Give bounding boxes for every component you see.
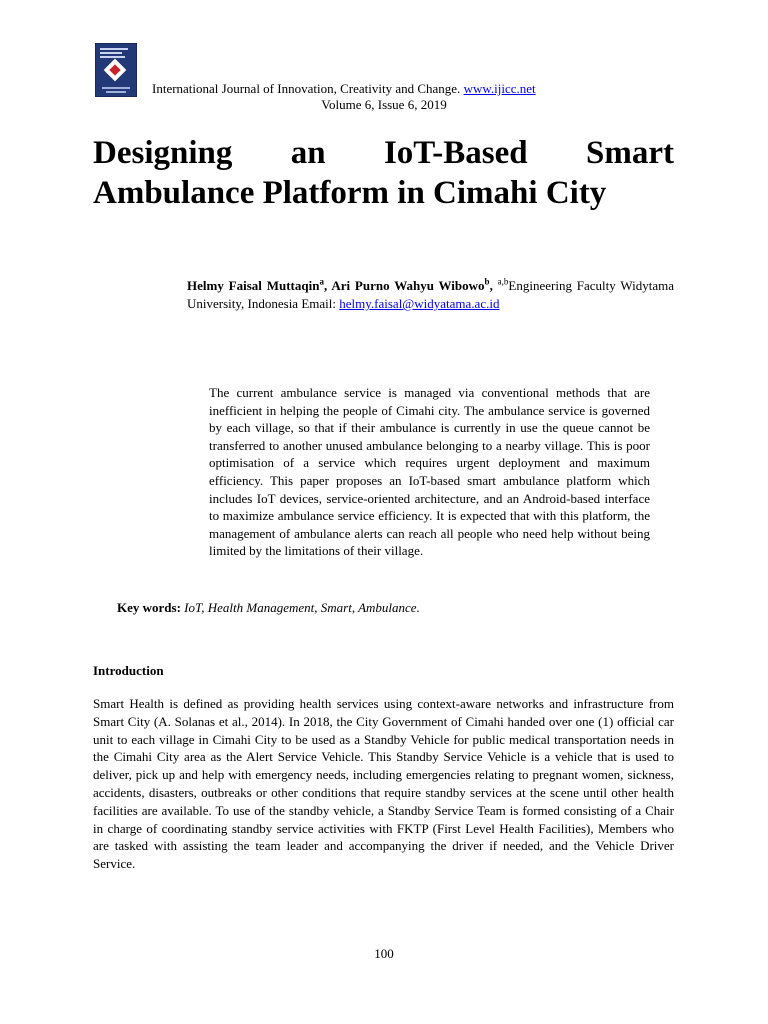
journal-logo-icon [95,43,137,97]
author-block: Helmy Faisal Muttaqin$^a$, Ari Purno Wahyu Wibowo$^b$, $^{a,b}$Engineering Faculty Widytama University, Indonesia Email: helmy.faisal@widyatama.ac.id [187,276,674,311]
keywords-value: IoT, Health Management, Smart, Ambulance. [184,600,420,615]
author-name: Helmy Faisal Muttaqin [187,278,320,293]
affiliation: Engineering Faculty Widytama University, Indonesia Email: [187,278,674,311]
introduction-heading: Introduction [93,663,164,678]
author-superscript: b [484,276,490,287]
abstract-text: The current ambulance service is managed via conventional methods that are inefficient in helping the people of Cimahi city. The ambulance service is governed by each village, so that if their ambulance is currently in use the queue cannot be transferred to another unused ambulance belonging to a nearby village. This is poor optimisation of a service which requires urgent deployment and maximum efficiency. This paper proposes an IoT-based smart ambulance platform which includes IoT devices, service-oriented architecture, and an Android-based interface to maximize ambulance service efficiency. It is expected that with this platform, the management of ambulance alerts can reach all people who need help without being limited by the limitations of their village. [209,385,650,559]
journal-url-link[interactable]: www.ijicc.net [463,81,536,96]
paper-title: Designing an IoT-Based Smart Ambulance Platform in Cimahi City [93,135,674,211]
page-number: 100 [374,946,394,961]
journal-header [152,81,536,97]
keywords-label: Key words: [117,600,181,615]
author-email-link[interactable]: helmy.faisal@widyatama.ac.id [339,296,500,311]
volume-issue: Volume 6, Issue 6, 2019 [321,97,447,112]
affiliation-superscript: a,b [497,276,509,287]
journal-name: International Journal of Innovation, Creativity and Change. [152,81,461,96]
author-name: Ari Purno Wahyu Wibowo [331,278,485,293]
keywords-line [117,600,420,616]
introduction-paragraph: Smart Health is defined as providing health services using context-aware networks and infrastructure from Smart City (A. Solanas et al., 2014). In 2018, the City Government of Cimahi handed over one (1) official car unit to each village in Cimahi City to be used as a Standby Vehicle for public medical transportation needs in the Cimahi City area as the Alert Service Vehicle. This Standby Service Vehicle is a vehicle that is used to deliver, pick up and help with emergency needs, including emergencies relating to pregnant women, sickness, accidents, disasters, outbreaks or other conditions that require standby services at the scene until other health facilities are available. To use of the standby vehicle, a Standby Service Team is formed consisting of a Chair in charge of coordinating standby service activities with FKTP (First Level Health Facilities), Members who are tasked with assisting the team leader and accompanying the driver if needed, and the Vehicle Driver Service. [93,696,674,872]
author-superscript: a [319,276,324,287]
